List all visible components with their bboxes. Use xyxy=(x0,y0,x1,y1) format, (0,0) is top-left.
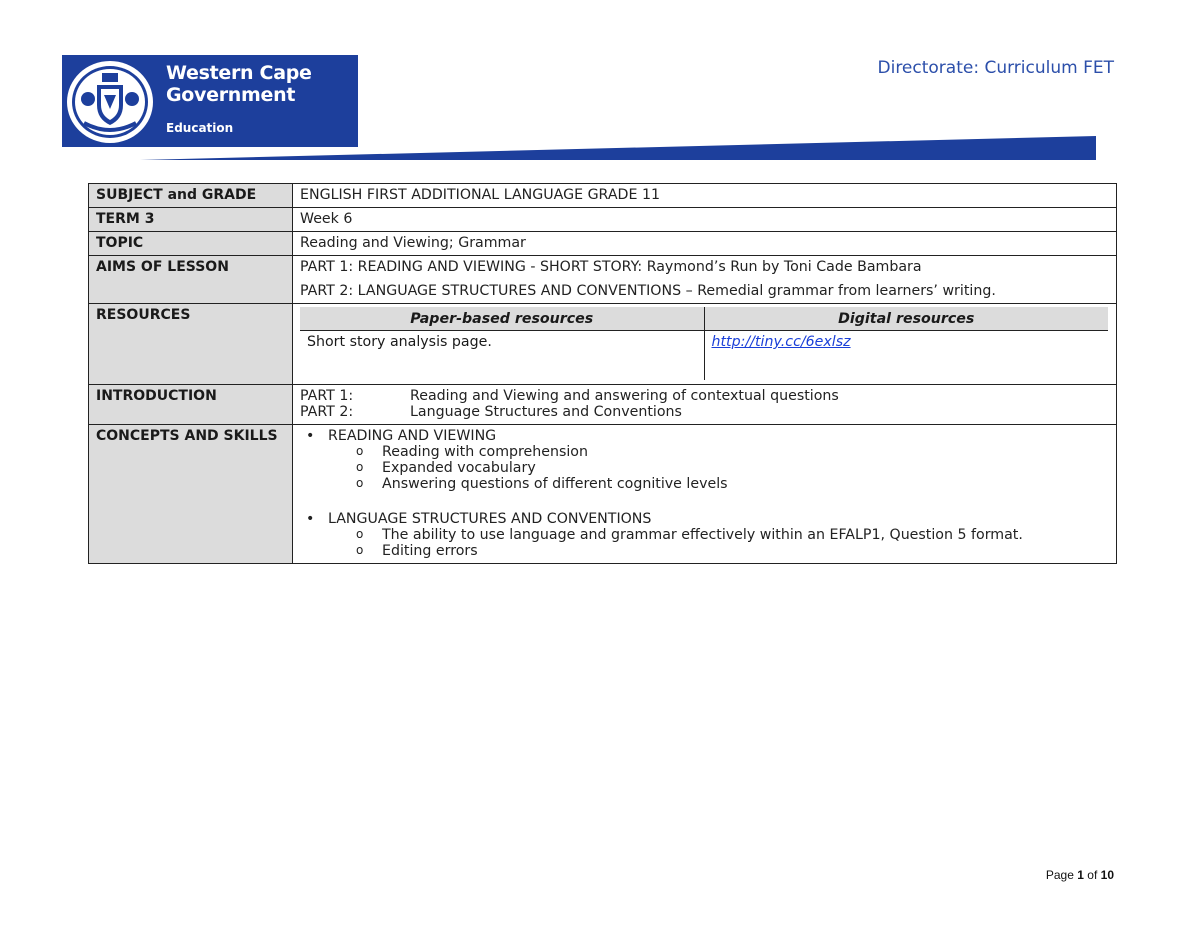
intro-part-label: PART 1: xyxy=(300,388,354,404)
page-word: Page xyxy=(1045,868,1074,882)
resources-table xyxy=(300,307,1108,380)
value-subject: ENGLISH FIRST ADDITIONAL LANGUAGE GRADE 11 xyxy=(293,184,1117,208)
row-introduction xyxy=(89,385,1117,425)
skill-group-language xyxy=(328,511,1108,559)
digital-resource-link[interactable]: http://tiny.cc/6exlsz xyxy=(711,334,851,350)
list-item: o Expanded vocabulary xyxy=(382,460,1108,476)
lesson-table xyxy=(88,183,1117,564)
value-topic: Reading and Viewing; Grammar xyxy=(293,232,1117,256)
row-topic xyxy=(89,232,1117,256)
label-resources: RESOURCES xyxy=(89,304,293,385)
page-current: 1 xyxy=(1077,868,1084,882)
list-item: o Reading with comprehension xyxy=(382,444,1108,460)
digital-resources-cell xyxy=(704,331,1108,381)
skill-group-reading xyxy=(328,428,1108,511)
value-term: Week 6 xyxy=(293,208,1117,232)
label-concepts: CONCEPTS AND SKILLS xyxy=(89,425,293,564)
page-total: 10 xyxy=(1100,868,1114,882)
skill-group-heading: READING AND VIEWING xyxy=(328,428,497,444)
label-introduction: INTRODUCTION xyxy=(89,385,293,425)
paper-resources-header: Paper-based resources xyxy=(300,307,704,331)
header-swoosh xyxy=(140,134,1100,164)
row-term xyxy=(89,208,1117,232)
paper-resources-value: Short story analysis page. xyxy=(300,331,704,381)
row-concepts xyxy=(89,425,1117,564)
value-introduction xyxy=(293,385,1117,425)
coat-of-arms-icon xyxy=(64,57,159,145)
skill-sublist xyxy=(328,444,1108,492)
value-aims xyxy=(293,256,1117,304)
label-topic: TOPIC xyxy=(89,232,293,256)
of-word: of xyxy=(1087,868,1098,882)
page-number xyxy=(1046,868,1114,882)
logo-name-line1: Western Cape xyxy=(166,62,312,84)
aim-part-1: PART 1: READING AND VIEWING - SHORT STORY: Raymond’s Run by Toni Cade Bambara xyxy=(300,259,922,275)
resources-cell xyxy=(293,304,1117,385)
skill-group-heading: LANGUAGE STRUCTURES AND CONVENTIONS xyxy=(328,511,652,527)
aim-part-2: PART 2: LANGUAGE STRUCTURES AND CONVENTIONS – Remedial grammar from learners’ writing. xyxy=(300,283,996,299)
list-item: o Editing errors xyxy=(382,543,1108,559)
list-item: o The ability to use language and grammar effectively within an EFALP1, Question 5 format. xyxy=(382,527,1108,543)
intro-row-2 xyxy=(300,404,1108,420)
logo-name-line2: Government xyxy=(166,84,296,106)
skill-sublist xyxy=(328,527,1108,559)
label-term: TERM 3 xyxy=(89,208,293,232)
value-concepts xyxy=(293,425,1117,564)
skills-list xyxy=(300,428,1108,559)
directorate-title: Directorate: Curriculum FET xyxy=(877,58,1114,78)
label-subject: SUBJECT and GRADE xyxy=(89,184,293,208)
row-aims xyxy=(89,256,1117,304)
list-item: o Answering questions of different cognitive levels xyxy=(382,476,1108,492)
row-subject xyxy=(89,184,1117,208)
digital-resources-header: Digital resources xyxy=(704,307,1108,331)
row-resources xyxy=(89,304,1117,385)
logo-name xyxy=(166,62,312,106)
intro-part-text: Reading and Viewing and answering of contextual questions xyxy=(410,388,839,404)
intro-row-1 xyxy=(300,388,1108,404)
label-aims: AIMS OF LESSON xyxy=(89,256,293,304)
intro-part-text: Language Structures and Conventions xyxy=(410,404,682,420)
intro-part-label: PART 2: xyxy=(300,404,354,420)
logo-department: Education xyxy=(166,121,234,135)
